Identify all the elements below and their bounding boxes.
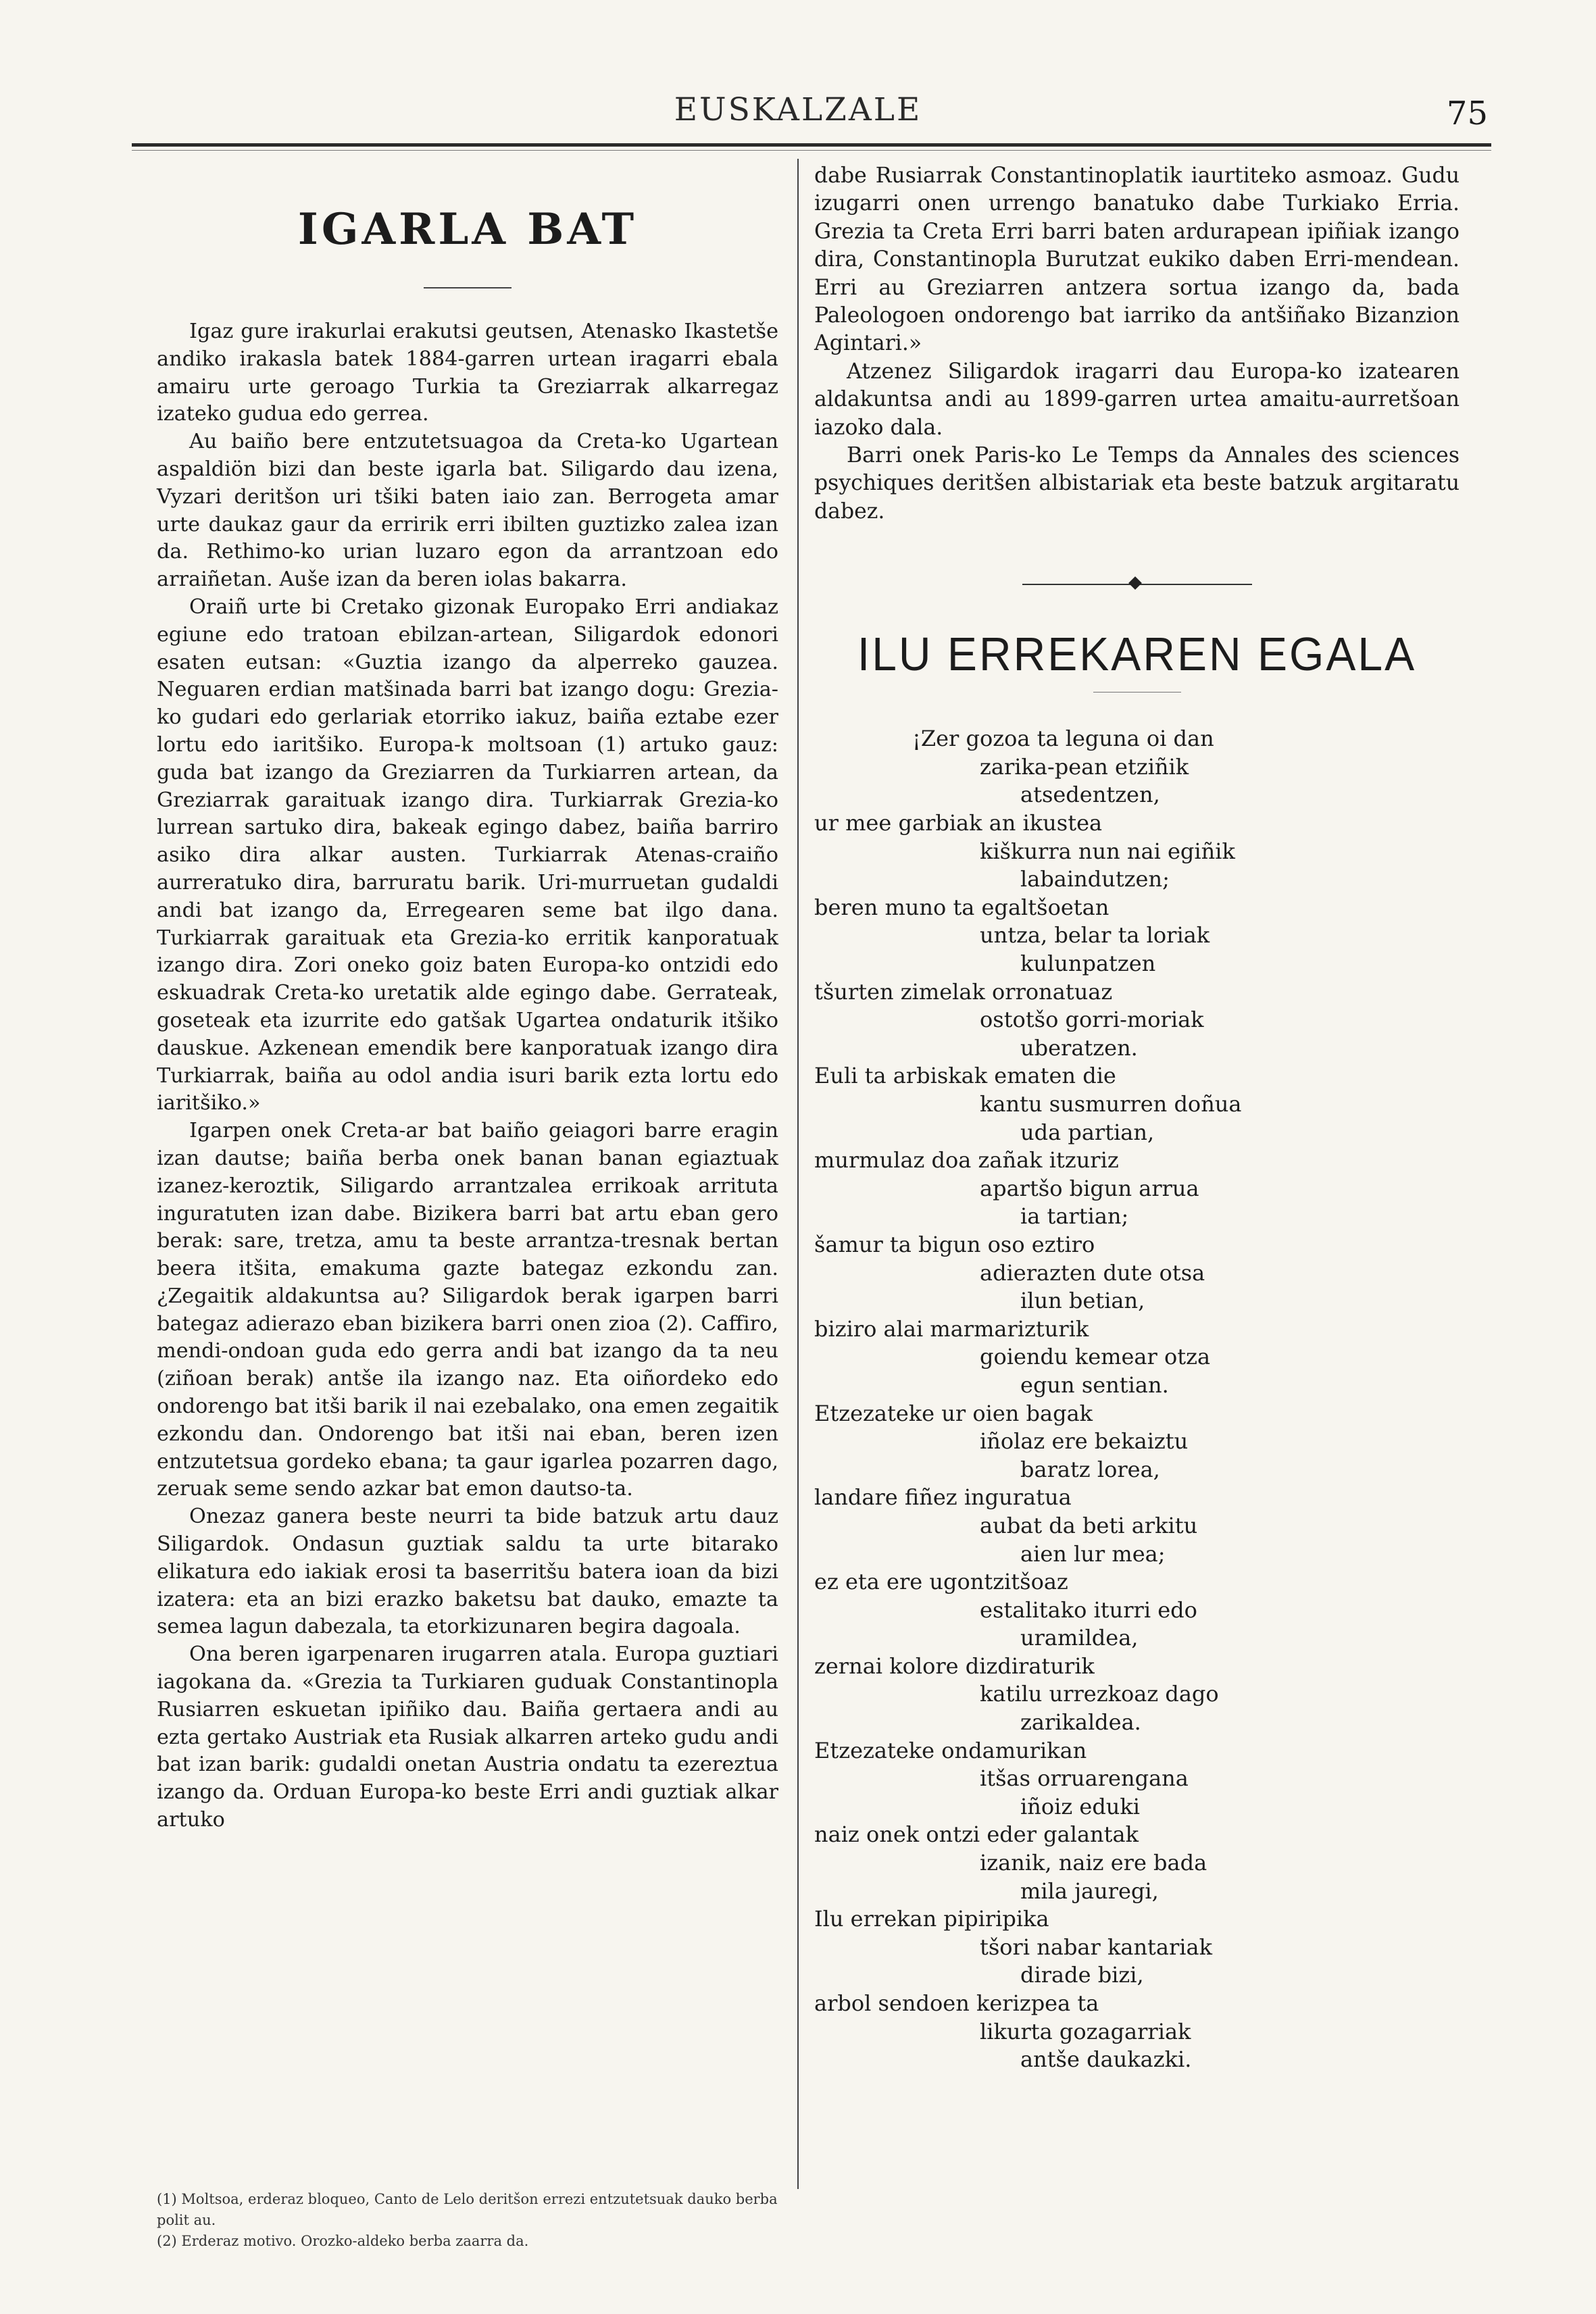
poem-line: murmulaz doa zañak itzuriz: [814, 1147, 1119, 1174]
footnote: (1) Moltsoa, erderaz bloqueo, Canto de Lelo deritšon errezi entzutetsuak dauko berba polit au.: [157, 2191, 778, 2228]
poem-line: zernai kolore dizdiraturik: [814, 1653, 1095, 1679]
poem-line: Etzezateke ondamurikan: [814, 1737, 1087, 1763]
poem-line: ostotšo gorri-moriak: [980, 1007, 1204, 1033]
poem-line: ia tartian;: [1020, 1203, 1129, 1230]
poem-line: aubat da beti arkitu: [980, 1512, 1198, 1538]
poem-line: kantu susmurren doñua: [980, 1091, 1242, 1117]
poem-line: zarika-pean etziñik: [980, 753, 1189, 780]
poem-line: iñolaz ere bekaiztu: [980, 1428, 1189, 1455]
poem-line: untza, belar ta loriak: [980, 922, 1210, 949]
poem-body: [814, 725, 1460, 2074]
poem-line: dirade bizi,: [1020, 1962, 1144, 1988]
poem-line: katilu urrezkoaz dago: [980, 1681, 1219, 1707]
poem-line: izanik, naiz ere bada: [980, 1850, 1207, 1876]
paragraph-continuation: dabe Rusiarrak Constantinoplatik iaurtiteko asmoaz. Gudu izugarri onen urrengo banatuko dabe Turkiako Erria. Grezia ta Creta Erri barri baten ardurapean ipiñiak izango dira, Constantinopla Burutzat eukiko daben Erri-mendean. Erri au Greziarren antzera sortua izango da, bada Paleologoen ondorengo bat iarriko da antšiñako Bizanzion Agintari.»: [814, 164, 1460, 356]
poem-line: apartšo bigun arrua: [980, 1175, 1199, 1201]
poem-line: tšori nabar kantariak: [980, 1934, 1212, 1960]
poem-line: estalitako iturri edo: [980, 1596, 1197, 1623]
column-divider: [797, 159, 799, 2189]
poem-line: goiendu kemear otza: [980, 1344, 1211, 1370]
poem-line: ur mee garbiak an ikustea: [814, 810, 1103, 836]
article-title: IGARLA BAT: [297, 204, 638, 255]
poem-line: Euli ta arbiskak ematen die: [814, 1063, 1116, 1089]
poem-line: uramildea,: [1020, 1625, 1139, 1651]
poem-line: arbol sendoen kerizpea ta: [814, 1990, 1099, 2016]
section-separator: [1022, 574, 1252, 595]
running-title: EUSKALZALE: [674, 91, 922, 128]
paragraph: Igaz gure irakurlai erakutsi geutsen, Atenasko Ikastetše andiko irakasla batek 1884-garren urtean iragarri ebala amairu urte geroago Turkia ta Greziarrak alkarregaz izateko gudua edo gerrea.: [157, 320, 778, 426]
left-column: [157, 162, 778, 1834]
poem-line: kulunpatzen: [1020, 951, 1156, 977]
paragraph: Au baiño bere entzutetsuagoa da Creta-ko Ugartean aspaldiön bizi dan beste igarla bat. Siligardo dau izena, Vyzari deritšon uri tšiki baten iaio zan. Berrogeta amar urte daukaz gaur da erririk erri ibilten guztizko zalea izan da. Rethimo-ko urian luzaro egon da arrantzoan edo arraiñetan. Auše izan da beren iolas bakarra.: [157, 430, 778, 592]
poem-line: itšas orruarengana: [980, 1765, 1189, 1792]
paragraph: Igarpen onek Creta-ar bat baiño geiagori barre eragin izan dautse; baiña berba onek banan banan egiaztuak izanez-keroztik, Siligardo arrantzalea errikoak arrituta inguratuten izan dabe. Bizikera barri bat artu eban gero berak: sare, tretza, amu ta beste arrantza-tresnak bertan beera itšita, emakuma gazte bategaz ezkondu zan. ¿Zegaitik aldakuntsa au? Siligardok berak igarpen barri bategaz adierazo eban bizikera barri onen zioa (2). Caffiro, mendi-ondoan guda edo gerra andi bat izango da ta neu (ziñoan berak) antše ila izango naz. Eta oiñordeko edo ondorengo bat itši barik il nai ezebalako, ona emen zegaitik ezkondu dan. Ondorengo bat itši nai eban, beren izen entzutetsua gordeko ebana; ta gaur igarlea pozarren dago, zeruak seme sendo azkar bat emon dautso-ta.: [157, 1119, 778, 1501]
poem-line: egun sentian.: [1020, 1372, 1169, 1398]
article-continuation: [814, 162, 1460, 526]
poem-line: Etzezateke ur oien bagak: [814, 1400, 1093, 1426]
diamond-ornament-icon: [1128, 576, 1142, 590]
footnotes: [157, 2189, 778, 2252]
poem-title: ILU ERREKAREN EGALA: [857, 628, 1417, 681]
poem-line: ez eta ere ugontzitšoaz: [814, 1569, 1068, 1595]
poem-line: uda partian,: [1020, 1119, 1155, 1145]
poem-line: tšurten zimelak orronatuaz: [814, 978, 1113, 1005]
poem-line: antše daukazki.: [1020, 2046, 1192, 2073]
poem-line: iñoiz eduki: [1020, 1793, 1141, 1819]
title-rule: [424, 287, 512, 288]
poem-line: baratz lorea,: [1020, 1456, 1160, 1482]
header-rule: [132, 143, 1491, 147]
poem-line: aien lur mea;: [1020, 1540, 1166, 1567]
article-body: [157, 318, 778, 1834]
poem-line: naiz onek ontzi eder galantak: [814, 1821, 1139, 1848]
poem-line: atsedentzen,: [1020, 782, 1160, 808]
paragraph: Ona beren igarpenaren irugarren atala. Europa guztiari iagokana da. «Grezia ta Turkiaren guduak Constantinopla Rusiarren eskuetan ipiñiko dau. Baiña gertaera andi au ezta gertako Austriak eta Rusiak alkarren arteko gudu andi bat izan barik: gudaldi onetan Austria ondatu ta ezereztua izango da. Orduan Europa-ko beste Erri andi guztiak alkar artuko: [157, 1642, 778, 1832]
poem-line: beren muno ta egaltšoetan: [814, 894, 1109, 920]
header-rule-thin: [132, 150, 1491, 151]
paragraph: Onezaz ganera beste neurri ta bide batzuk artu dauz Siligardok. Ondasun guztiak saldu ta urte bitarako elikatura edo iakiak erosi ta baserritšu batera ioan da bizi izatera: eta an bizi erazko baketsu bat dauko, emazte ta semea lagun dabezala, ta etorkizunaren begira dagoala.: [157, 1505, 778, 1639]
poem-line: kiškurra nun nai egiñik: [980, 838, 1235, 864]
poem-line: landare fiñez inguratua: [814, 1484, 1072, 1511]
poem-line: Ilu errekan pipiripika: [814, 1906, 1049, 1932]
paragraph: Oraiñ urte bi Cretako gizonak Europako Erri andiakaz egiune edo tratoan ebilzan-artean, Siligardok edonori esaten eutsan: «Guztia izango da alperreko gauzea. Neguaren erdian matšinada barri bat izango dogu: Grezia-ko gudari edo gerlariak etorriko iakuz, baiña eztabe ezer lortu edo iaritšiko. Europa-k moltsoan (1) artuko gauz: guda bat izango da Greziarren da Turkiarren artean, da Greziarrak garaituak izango dira. Turkiarrak Grezia-ko lurrean sartuko dira, bakeak egingo dabez, baiña barriro asiko dira alkar austen. Turkiarrak Atenas-craiño aurreratuko dira, barruratu barik. Uri-murruetan gudaldi andi bat izango da, Erregearen seme bat ilgo dana. Turkiarrak garaituak eta Grezia-ko erritik kanporatuak izango dira. Zori oneko goiz baten Europa-ko ontzidi edo eskuadrak Creta-ko uretatik alde egingo dabe. Gerrateak, goseteak eta izurrite edo gatšak Ugartea ondaturik itšiko dauskue. Azkenean emendik bere kanporatuak izango dira Turkiarrak, baiña au odol andia isuri barik ezta lortu edo iaritšiko.»: [157, 595, 778, 1115]
poem-line: šamur ta bigun oso eztiro: [814, 1231, 1095, 1257]
poem-line: adierazten dute otsa: [980, 1259, 1205, 1286]
page-number: 75: [1446, 95, 1488, 132]
poem-line: ilun betian,: [1020, 1288, 1145, 1314]
poem-line: ¡Zer gozoa ta leguna oi dan: [912, 726, 1214, 752]
footnote: (2) Erderaz motivo. Orozko-aldeko berba zaarra da.: [157, 2233, 529, 2249]
poem-line: likurta gozagarriak: [980, 2018, 1191, 2044]
poem-line: uberatzen.: [1020, 1034, 1138, 1061]
right-column: [814, 162, 1460, 2074]
poem-line: labaindutzen;: [1020, 866, 1170, 892]
poem-title-rule: [1093, 692, 1181, 693]
poem-line: mila jauregi,: [1020, 1878, 1159, 1904]
poem-line: biziro alai marmarizturik: [814, 1315, 1089, 1342]
paragraph: Atzenez Siligardok iragarri dau Europa-ko izatearen aldakuntsa andi au 1899-garren urtea amaitu-aurretšoan iazoko dala.: [814, 359, 1460, 440]
poem-line: zarikaldea.: [1020, 1709, 1141, 1736]
paragraph: Barri onek Paris-ko Le Temps da Annales des sciences psychiques deritšen albistariak eta beste batzuk argitaratu dabez.: [814, 443, 1460, 524]
